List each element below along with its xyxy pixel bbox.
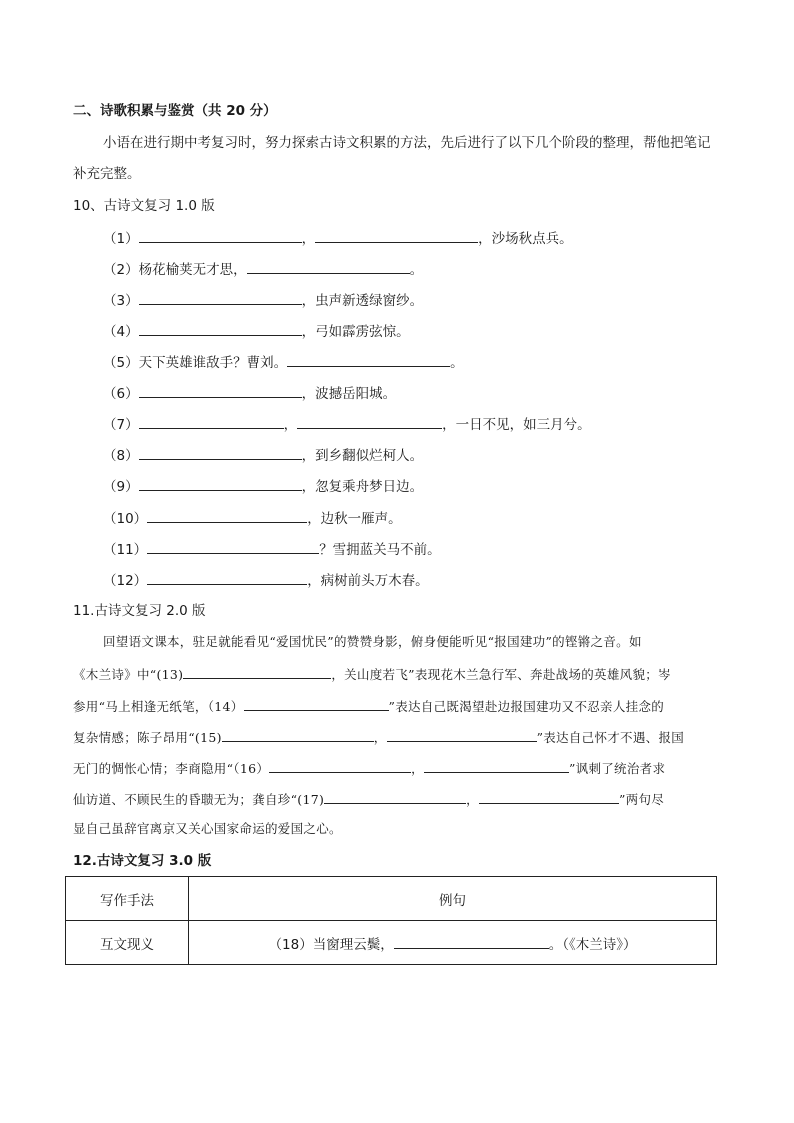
q11-text: ， [466, 792, 479, 807]
item-tail: 。 [450, 355, 464, 371]
intro-line-1: 小语在进行期中考复习时，努力探索古诗文积累的方法，先后进行了以下几个阶段的整理，帮他把笔记 [103, 135, 711, 151]
item-separator: ， [283, 417, 298, 433]
answer-blank-16a[interactable] [269, 758, 411, 773]
answer-blank[interactable] [147, 508, 307, 523]
column-header: 写作手法 [66, 877, 189, 921]
answer-blank[interactable] [147, 539, 319, 554]
answer-blank-15b[interactable] [387, 727, 537, 742]
section-title: 二、诗歌积累与鉴赏（共 20 分） [73, 103, 277, 119]
answer-blank-18[interactable] [394, 934, 549, 949]
table-cell-method: 互文现义 [66, 921, 189, 965]
item-tail: ，忽复乘舟梦日边。 [301, 479, 424, 495]
item-tail: ，到乡翻似烂柯人。 [301, 448, 424, 464]
answer-blank[interactable] [247, 259, 410, 274]
table-header-row [66, 877, 717, 921]
q11-text: ”讽刺了统治者求 [568, 761, 666, 776]
answer-blank[interactable] [139, 476, 302, 491]
answer-blank-17a[interactable] [324, 789, 466, 804]
example-text: 。（《木兰诗》） [548, 936, 637, 953]
q12-title: 12.古诗文复习 3.0 版 [73, 853, 212, 869]
q10-item [103, 539, 441, 559]
item-prefix: （11） [103, 542, 148, 558]
q10-item [103, 321, 410, 341]
answer-blank[interactable] [139, 228, 302, 243]
item-prefix: （5）天下英雄谁敌手？曹刘。 [103, 355, 288, 371]
q12-table [65, 876, 717, 965]
q11-text: ，关山度若飞”表现花木兰急行军、奔赴战场的英雄风貌；岑 [331, 667, 671, 682]
q10-item [103, 445, 423, 465]
q10-title: 10、古诗文复习 1.0 版 [73, 198, 215, 214]
item-tail: ，病树前头万木春。 [307, 573, 429, 589]
answer-blank[interactable] [139, 383, 302, 398]
answer-blank[interactable] [287, 352, 450, 367]
q11-para-line: 显自己虽辞官离京又关心国家命运的爱国之心。 [73, 821, 342, 836]
item-tail: ，沙场秋点兵。 [478, 231, 573, 247]
q11-para-line [73, 696, 664, 716]
column-header: 例句 [189, 877, 717, 921]
answer-blank[interactable] [139, 321, 302, 336]
q10-item [103, 414, 591, 434]
q11-text: ， [411, 761, 424, 776]
q10-item [103, 352, 464, 372]
q11-text: 无门的惆怅心情；李商隐用“（16） [73, 761, 270, 776]
item-prefix: （3） [103, 293, 139, 309]
q11-text: 参用“马上相逢无纸笔，（14） [73, 699, 244, 714]
item-prefix: （4） [103, 324, 139, 340]
q11-para-line [73, 758, 665, 778]
item-prefix: （1） [103, 231, 139, 247]
item-separator: ， [301, 231, 316, 247]
answer-blank-16b[interactable] [424, 758, 569, 773]
item-tail: ，虫声新透绿窗纱。 [301, 293, 424, 309]
q11-text: 《木兰诗》中“(13) [73, 667, 184, 682]
answer-blank[interactable] [139, 414, 284, 429]
answer-blank-13[interactable] [183, 664, 331, 679]
q11-text: ”表达自己怀才不遇、报国 [536, 730, 685, 745]
q11-text: ， [373, 730, 387, 745]
item-prefix: （7） [103, 417, 139, 433]
item-prefix: （2）杨花榆荚无才思， [103, 262, 247, 278]
q10-item [103, 383, 396, 403]
item-tail: ，一日不见，如三月兮。 [442, 417, 591, 433]
q11-para-line [73, 789, 664, 809]
q11-text: 仙访道、不顾民生的昏聩无为；龚自珍“(17) [73, 792, 325, 807]
answer-blank[interactable] [297, 414, 442, 429]
answer-blank[interactable] [139, 445, 302, 460]
answer-blank[interactable] [147, 570, 307, 585]
answer-blank-14[interactable] [244, 696, 389, 711]
table-row [66, 921, 717, 965]
item-tail: ，边秋一雁声。 [307, 511, 402, 527]
q11-para-line: 回望语文课本，驻足就能看见“爱国忧民”的赞赞身影，俯身便能听见“报国建功”的铿锵之音。如 [103, 634, 642, 649]
answer-blank-17b[interactable] [479, 789, 619, 804]
item-tail: 。 [409, 262, 424, 278]
q10-item [103, 290, 423, 310]
q10-item [103, 228, 573, 248]
item-prefix: （9） [103, 479, 139, 495]
q10-item [103, 476, 423, 496]
q11-para-line [73, 664, 671, 684]
q11-para-line [73, 727, 684, 747]
q10-item [103, 508, 402, 528]
q10-item [103, 570, 429, 590]
q11-text: 复杂情感；陈子昂用“(15) [73, 730, 222, 745]
item-tail: ？雪拥蓝关马不前。 [319, 542, 441, 558]
item-prefix: （8） [103, 448, 139, 464]
answer-blank-15a[interactable] [222, 727, 374, 742]
answer-blank[interactable] [315, 228, 478, 243]
table-cell-example [189, 921, 717, 965]
item-tail: ，弓如霹雳弦惊。 [301, 324, 410, 340]
intro-line-2: 补充完整。 [73, 166, 141, 182]
answer-blank[interactable] [139, 290, 302, 305]
item-prefix: （10） [103, 511, 148, 527]
q11-text: ”表达自己既渴望赴边报国建功又不忍亲人挂念的 [388, 699, 665, 714]
q11-text: ”两句尽 [618, 792, 665, 807]
q10-item [103, 259, 423, 279]
item-tail: ，波撼岳阳城。 [301, 386, 397, 402]
item-prefix: （6） [103, 386, 139, 402]
q11-title: 11.古诗文复习 2.0 版 [73, 603, 206, 619]
item-prefix: （12） [103, 573, 148, 589]
example-text: （18）当窗理云鬓， [268, 936, 394, 953]
